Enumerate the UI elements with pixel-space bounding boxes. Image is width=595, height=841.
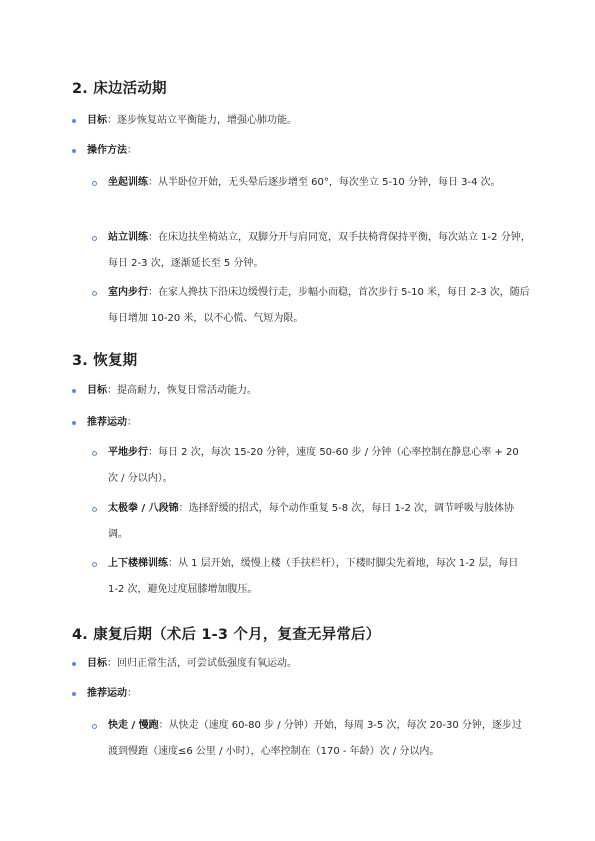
method-colon: ： — [127, 417, 137, 428]
bullet-dot-icon — [72, 421, 76, 425]
bullet-dot-icon — [72, 662, 76, 666]
item-label: 快走 / 慢跑 — [108, 720, 159, 731]
method-colon: ： — [127, 145, 137, 156]
item-label: 站立训练 — [108, 232, 148, 243]
method-label: 推荐运动 — [87, 688, 127, 699]
list-item — [92, 713, 531, 765]
goal-text: ：提高耐力，恢复日常活动能力。 — [107, 385, 257, 396]
section-4-goal — [72, 651, 531, 677]
bullet-dot-icon — [72, 389, 76, 393]
section-2-method — [72, 138, 531, 164]
item-label: 室内步行 — [108, 287, 148, 298]
section-title-2: 2. 床边活动期 — [72, 81, 167, 97]
goal-label: 目标 — [87, 658, 107, 669]
list-item — [92, 170, 531, 196]
section-4-method — [72, 681, 531, 707]
bullet-dot-icon — [72, 692, 76, 696]
bullet-circle-icon — [92, 724, 97, 729]
goal-label: 目标 — [87, 115, 107, 126]
bullet-dot-icon — [72, 149, 76, 153]
section-title-3: 3. 恢复期 — [72, 353, 138, 369]
section-2-goal — [72, 108, 531, 134]
item-text: ：在家人搀扶下沿床边缓慢行走，步幅小而稳，首次步行 5-10 米，每日 2-3 次，随后每日增加 10-20 米，以不心慌、气短为限。 — [108, 287, 530, 324]
bullet-circle-icon — [92, 562, 97, 567]
goal-text: ：回归正常生活，可尝试低强度有氧运动。 — [107, 658, 297, 669]
item-text: ：从快走（速度 60-80 步 / 分钟）开始，每周 3-5 次，每次 20-30 分钟，逐步过渡到慢跑（速度≤6 公里 / 小时），心率控制在（170 - 年龄）次 / 分以内。 — [108, 720, 522, 757]
item-text: ：在床边扶坐椅站立，双脚分开与肩同宽，双手扶椅背保持平衡，每次站立 1-2 分钟，每日 2-3 次，逐渐延长至 5 分钟。 — [108, 232, 531, 269]
goal-label: 目标 — [87, 385, 107, 396]
list-item — [92, 280, 531, 332]
item-label: 坐起训练 — [108, 177, 148, 188]
item-label: 平地步行 — [108, 447, 148, 458]
method-label: 操作方法 — [87, 145, 127, 156]
item-label: 太极拳 / 八段锦 — [108, 503, 179, 514]
section-title-4: 4. 康复后期（术后 1-3 个月，复查无异常后） — [72, 627, 381, 643]
bullet-circle-icon — [92, 181, 97, 186]
bullet-circle-icon — [92, 451, 97, 456]
list-item — [92, 551, 531, 603]
item-text: ：从半卧位开始，无头晕后逐步增至 60°，每次坐立 5-10 分钟，每日 3-4 次。 — [148, 177, 501, 188]
section-3-goal — [72, 378, 531, 404]
list-item — [92, 496, 531, 548]
method-label: 推荐运动 — [87, 417, 127, 428]
list-item — [92, 225, 531, 277]
goal-text: ：逐步恢复站立平衡能力，增强心肺功能。 — [107, 115, 297, 126]
section-3-method — [72, 410, 531, 436]
item-text: ：选择舒缓的招式，每个动作重复 5-8 次，每日 1-2 次，调节呼吸与肢体协调。 — [108, 503, 515, 540]
item-label: 上下楼梯训练 — [108, 558, 168, 569]
bullet-dot-icon — [72, 119, 76, 123]
bullet-circle-icon — [92, 507, 97, 512]
bullet-circle-icon — [92, 291, 97, 296]
item-text: ：每日 2 次，每次 15-20 分钟，速度 50-60 步 / 分钟（心率控制在静息心率 + 20 次 / 分以内）。 — [108, 447, 519, 484]
item-text: ：从 1 层开始，缓慢上楼（手扶栏杆），下楼时脚尖先着地，每次 1-2 层，每日 1-2 次，避免过度屈膝增加腹压。 — [108, 558, 519, 595]
method-colon: ： — [127, 688, 137, 699]
bullet-circle-icon — [92, 236, 97, 241]
list-item — [92, 440, 531, 492]
